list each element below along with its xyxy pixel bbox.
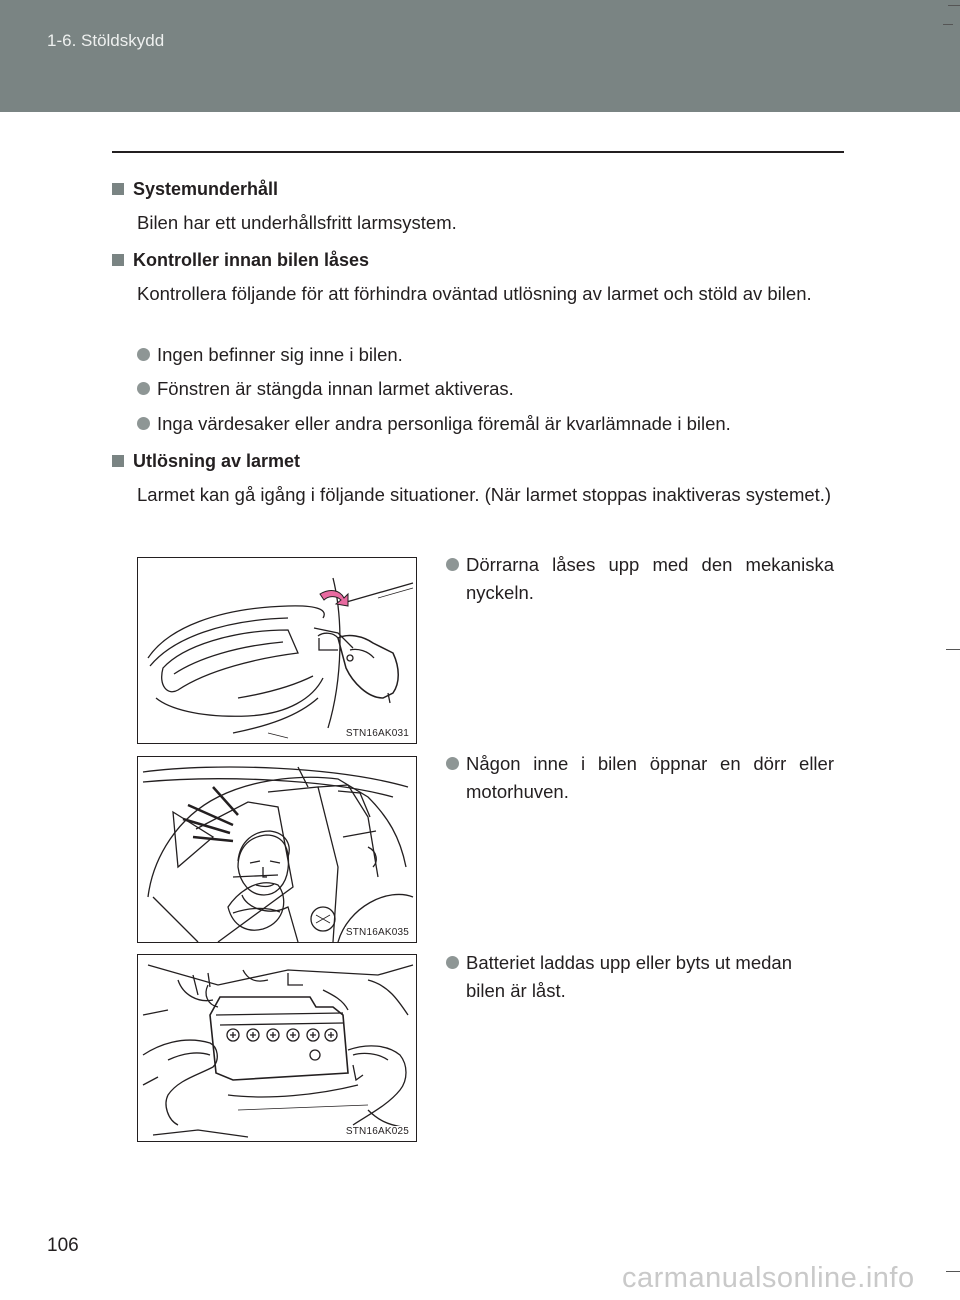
square-bullet-icon <box>112 183 124 195</box>
crop-mark <box>946 1271 960 1272</box>
section-title: 1-6. Stöldskydd <box>47 31 165 50</box>
door-handle-key-illustration <box>138 558 416 743</box>
section-paragraph: Bilen har ett underhållsfritt larmsystem. <box>137 212 457 233</box>
top-rule <box>112 151 844 153</box>
rotate-arrow-icon <box>320 591 348 606</box>
figure-code: STN16AK025 <box>345 1126 409 1137</box>
bullet-icon <box>446 956 459 969</box>
crop-mark <box>946 649 960 650</box>
person-opening-door-illustration <box>138 757 416 942</box>
square-bullet-icon <box>112 254 124 266</box>
square-bullet-icon <box>112 455 124 467</box>
bullet-icon <box>446 558 459 571</box>
figure-caption: Batteriet laddas upp eller byts ut medan bilen är låst. <box>446 949 834 1005</box>
figure-door-opened <box>137 756 417 943</box>
alarm-sound-lines-icon <box>183 787 238 841</box>
crop-mark <box>943 24 953 25</box>
bullet-icon <box>137 417 150 430</box>
section-paragraph: Kontrollera följande för att förhindra oväntad utlösning av larmet och stöld av bilen. <box>137 283 812 304</box>
figure-code: STN16AK031 <box>345 728 409 739</box>
figure-caption: Dörrarna låses upp med den mekaniska nyckeln. <box>446 551 834 607</box>
chapter-header-bar <box>0 0 960 112</box>
list-item: Fönstren är stängda innan larmet aktiveras. <box>137 375 834 403</box>
section-heading: Kontroller innan bilen låses <box>112 249 369 271</box>
figure-caption: Någon inne i bilen öppnar en dörr eller motorhuven. <box>446 750 834 806</box>
figure-code: STN16AK035 <box>345 927 409 938</box>
figure-door-key <box>137 557 417 744</box>
crop-mark <box>948 5 960 6</box>
watermark: carmanualsonline.info <box>622 1262 915 1294</box>
section-paragraph: Larmet kan gå igång i följande situationer. (När larmet stoppas inaktiveras systemet.) <box>137 484 832 505</box>
list-item: Ingen befinner sig inne i bilen. <box>137 341 834 369</box>
list-item: Inga värdesaker eller andra personliga föremål är kvarlämnade i bilen. <box>137 410 834 438</box>
bullet-icon <box>137 348 150 361</box>
section-heading: Systemunderhåll <box>112 178 278 200</box>
page-number: 106 <box>47 1235 79 1256</box>
figure-battery <box>137 954 417 1142</box>
bullet-icon <box>137 382 150 395</box>
section-heading: Utlösning av larmet <box>112 450 300 472</box>
battery-replacement-illustration <box>138 955 416 1141</box>
bullet-icon <box>446 757 459 770</box>
